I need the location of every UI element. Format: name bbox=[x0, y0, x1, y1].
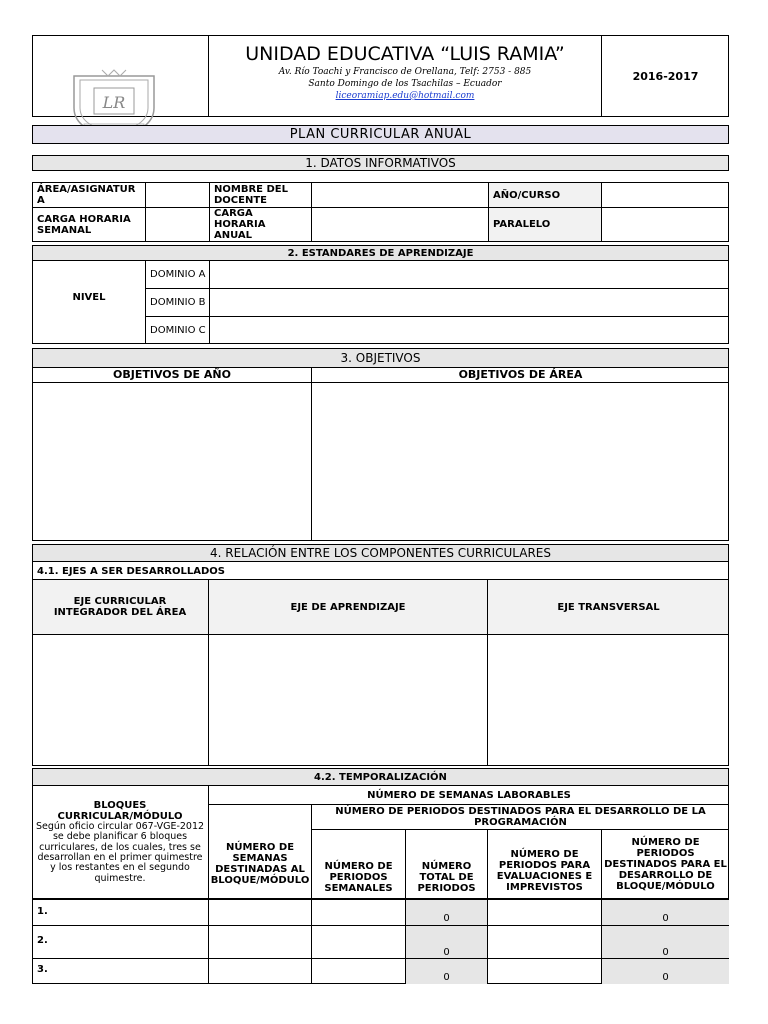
objetivos-col-divider bbox=[311, 367, 312, 541]
area-field[interactable] bbox=[146, 183, 209, 207]
eje-curricular-field[interactable] bbox=[33, 636, 207, 765]
docente-label: NOMBRE DEL DOCENTE bbox=[214, 183, 288, 206]
eje-curricular-header: EJE CURRICULAR INTEGRADOR DEL ÁREA bbox=[53, 596, 187, 618]
paralelo-field[interactable] bbox=[602, 208, 728, 241]
school-name: UNIDAD EDUCATIVA “LUIS RAMIA” bbox=[245, 43, 565, 65]
col-evaluaciones-header: NÚMERO DE PERIODOS PARA EVALUACIONES E IMPREVISTOS bbox=[496, 849, 593, 893]
semanas-laborables-header: NÚMERO DE SEMANAS LABORABLES bbox=[367, 789, 571, 801]
objetivos-anio-field[interactable] bbox=[33, 384, 310, 540]
school-email-link[interactable]: liceoramiap.edu@hotmail.com bbox=[335, 91, 475, 101]
school-city: Santo Domingo de los Tsachilas – Ecuador bbox=[308, 79, 502, 89]
bloques-label: BLOQUES CURRICULAR/MÓDULO bbox=[57, 799, 183, 822]
school-year: 2016-2017 bbox=[632, 69, 699, 83]
section2-title: 2. ESTANDARES DE APRENDIZAJE bbox=[32, 245, 729, 261]
dominio-a-field[interactable] bbox=[210, 261, 728, 288]
row3-total: 0 bbox=[443, 971, 450, 983]
row2-total: 0 bbox=[443, 946, 450, 958]
section1-title: 1. DATOS INFORMATIVOS bbox=[32, 155, 729, 171]
carga-anual-field[interactable] bbox=[312, 208, 488, 241]
temp-row-div-1 bbox=[32, 925, 729, 926]
row2-dest: 0 bbox=[662, 946, 669, 958]
bloques-block bbox=[34, 788, 206, 896]
eje-aprendizaje-field[interactable] bbox=[210, 636, 486, 765]
dominio-c-label: DOMINIO C bbox=[150, 325, 206, 336]
anio-field[interactable] bbox=[602, 183, 728, 207]
bloques-note: Según oficio circular 067-VGE-2012 se debe planificar 6 bloques curriculares, de los cuales, tres se desarrollan en el primer quimestre y los restantes en el segundo quimestre. bbox=[35, 820, 205, 884]
temp-col-1 bbox=[208, 785, 209, 984]
paralelo-label: PARALELO bbox=[489, 208, 601, 241]
eje-transversal-field[interactable] bbox=[489, 636, 728, 765]
row1-total: 0 bbox=[443, 912, 450, 924]
col-total-periodos-header: NÚMERO TOTAL DE PERIODOS bbox=[417, 860, 476, 894]
temp-col-4 bbox=[487, 829, 488, 984]
row2-label: 2. bbox=[37, 935, 48, 946]
eje-transversal-header: EJE TRANSVERSAL bbox=[557, 601, 660, 613]
dominio-a-label: DOMINIO A bbox=[150, 269, 206, 280]
temporalizacion-title: 4.2. TEMPORALIZACIÓN bbox=[32, 768, 729, 786]
logo-letters: LR bbox=[102, 93, 126, 112]
document-title: PLAN CURRICULAR ANUAL bbox=[32, 125, 729, 144]
col-destinados-header: NÚMERO DE PERIODOS DESTINADOS PARA EL DESARROLLO DE BLOQUE/MÓDULO bbox=[604, 836, 727, 892]
row3-label: 3. bbox=[37, 964, 48, 975]
docente-field[interactable] bbox=[312, 183, 488, 207]
area-label: ÁREA/ASIGNATURA bbox=[37, 183, 136, 206]
nivel-label: NIVEL bbox=[72, 291, 106, 303]
carga-semanal-field[interactable] bbox=[146, 208, 209, 241]
objetivos-header-divider bbox=[32, 382, 729, 383]
carga-anual-label: CARGA HORARIA ANUAL bbox=[214, 208, 266, 241]
carga-semanal-label: CARGA HORARIA SEMANAL bbox=[37, 213, 131, 236]
periodos-header: NÚMERO DE PERIODOS DESTINADOS PARA EL DESARROLLO DE LA PROGRAMACIÓN bbox=[335, 806, 706, 828]
col-semanas-header: NÚMERO DE SEMANAS DESTINADAS AL BLOQUE/MÓDULO bbox=[210, 842, 310, 886]
ejes-subtitle: 4.1. EJES A SER DESARROLLADOS bbox=[37, 565, 225, 577]
row3-dest: 0 bbox=[662, 971, 669, 983]
temp-row-div-2 bbox=[32, 958, 729, 959]
dominio-c-field[interactable] bbox=[210, 317, 728, 344]
dominio-b-label: DOMINIO B bbox=[150, 297, 206, 308]
section4-title: 4. RELACIÓN ENTRE LOS COMPONENTES CURRICULARES bbox=[32, 544, 729, 562]
school-address: Av. Río Toachi y Francisco de Orellana, Telf: 2753 - 885 bbox=[278, 67, 532, 77]
ejes-header-divider bbox=[32, 634, 729, 635]
row1-dest: 0 bbox=[662, 912, 669, 924]
objetivos-anio-header: OBJETIVOS DE AÑO bbox=[113, 368, 231, 381]
row1-label: 1. bbox=[37, 906, 48, 917]
anio-label: AÑO/CURSO bbox=[489, 183, 601, 207]
eje-aprendizaje-header: EJE DE APRENDIZAJE bbox=[290, 601, 406, 613]
section3-title: 3. OBJETIVOS bbox=[32, 348, 729, 368]
temp-col-2 bbox=[311, 804, 312, 984]
col-periodos-semanales-header: NÚMERO DE PERIODOS SEMANALES bbox=[324, 860, 393, 894]
dominio-b-field[interactable] bbox=[210, 289, 728, 316]
objetivos-area-header: OBJETIVOS DE ÁREA bbox=[458, 368, 583, 381]
objetivos-area-field[interactable] bbox=[313, 384, 728, 540]
